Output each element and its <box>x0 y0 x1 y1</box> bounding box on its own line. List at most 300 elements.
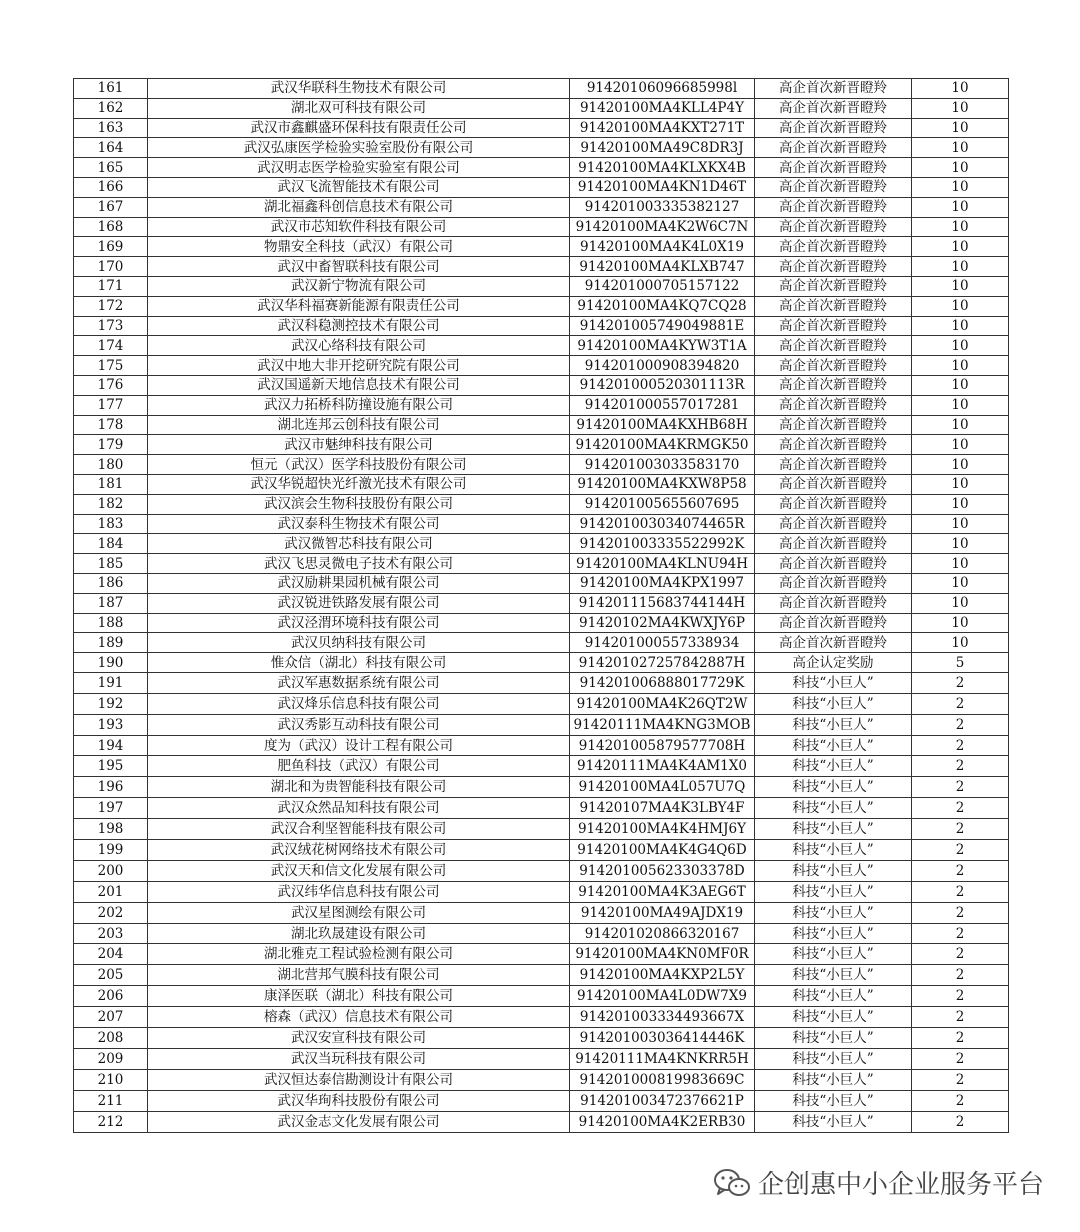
award-category-cell: 高企首次新晋瞪羚 <box>755 573 912 593</box>
award-amount-cell: 2 <box>912 986 1009 1007</box>
credit-code-cell: 91420100MA4KXW8P58 <box>570 474 755 494</box>
row-index-cell: 172 <box>74 296 148 316</box>
company-name-cell: 武汉锐进铁路发展有限公司 <box>148 593 570 613</box>
award-category-cell: 高企首次新晋瞪羚 <box>755 296 912 316</box>
award-category-cell: 高企首次新晋瞪羚 <box>755 197 912 217</box>
award-category-cell: 高企首次新晋瞪羚 <box>755 494 912 514</box>
row-index-cell: 211 <box>74 1090 148 1111</box>
award-amount-cell: 2 <box>912 923 1009 944</box>
award-amount-cell: 2 <box>912 881 1009 902</box>
row-index-cell: 170 <box>74 257 148 277</box>
row-index-cell: 185 <box>74 554 148 574</box>
company-name-cell: 武汉中地大非开挖研究院有限公司 <box>148 356 570 376</box>
table-row <box>74 415 1009 435</box>
table-row <box>74 455 1009 475</box>
row-index-cell: 210 <box>74 1069 148 1090</box>
table-body-group-b <box>74 672 1009 1132</box>
company-name-cell: 湖北连邦云创科技有限公司 <box>148 415 570 435</box>
company-name-cell: 榕森（武汉）信息技术有限公司 <box>148 1007 570 1028</box>
row-index-cell: 212 <box>74 1111 148 1132</box>
award-amount-cell: 2 <box>912 965 1009 986</box>
table-row <box>74 514 1009 534</box>
award-category-cell: 高企首次新晋瞪羚 <box>755 217 912 237</box>
table-row <box>74 633 1009 653</box>
award-category-cell: 高企首次新晋瞪羚 <box>755 177 912 197</box>
award-amount-cell: 10 <box>912 217 1009 237</box>
credit-code-cell: 91420100MA4KXHB68H <box>570 415 755 435</box>
credit-code-cell: 914201003034074465R <box>570 514 755 534</box>
credit-code-cell: 91420100MA4K2ERB30 <box>570 1111 755 1132</box>
credit-code-cell: 91420100MA4KYW3T1A <box>570 336 755 356</box>
table-row <box>74 534 1009 554</box>
credit-code-cell: 91420100MA4KLL4P4Y <box>570 98 755 118</box>
award-amount-cell: 2 <box>912 840 1009 861</box>
table-row <box>74 902 1009 923</box>
award-amount-cell: 10 <box>912 415 1009 435</box>
company-name-cell: 物鼎安全科技（武汉）有限公司 <box>148 237 570 257</box>
award-category-cell: 科技“小巨人” <box>755 693 912 714</box>
award-amount-cell: 10 <box>912 573 1009 593</box>
row-index-cell: 167 <box>74 197 148 217</box>
row-index-cell: 184 <box>74 534 148 554</box>
award-amount-cell: 2 <box>912 1069 1009 1090</box>
table-row <box>74 177 1009 197</box>
credit-code-cell: 914201006888017729K <box>570 672 755 693</box>
award-category-cell: 高企首次新晋瞪羚 <box>755 395 912 415</box>
table-row <box>74 1007 1009 1028</box>
company-name-cell: 湖北和为贵智能科技有限公司 <box>148 777 570 798</box>
company-name-cell: 湖北双可科技有限公司 <box>148 98 570 118</box>
company-name-cell: 武汉新宁物流有限公司 <box>148 276 570 296</box>
row-index-cell: 169 <box>74 237 148 257</box>
award-amount-cell: 10 <box>912 79 1009 99</box>
company-name-cell: 武汉微智芯科技有限公司 <box>148 534 570 554</box>
credit-code-cell: 914201003334493667X <box>570 1007 755 1028</box>
award-category-cell: 科技“小巨人” <box>755 1111 912 1132</box>
row-index-cell: 175 <box>74 356 148 376</box>
table-row <box>74 986 1009 1007</box>
table-row <box>74 573 1009 593</box>
row-index-cell: 201 <box>74 881 148 902</box>
award-amount-cell: 2 <box>912 860 1009 881</box>
award-category-cell: 科技“小巨人” <box>755 714 912 735</box>
company-name-cell: 武汉星图测绘有限公司 <box>148 902 570 923</box>
table-row <box>74 276 1009 296</box>
table-row <box>74 474 1009 494</box>
award-category-cell: 科技“小巨人” <box>755 840 912 861</box>
company-name-cell: 武汉秀影互动科技有限公司 <box>148 714 570 735</box>
row-index-cell: 166 <box>74 177 148 197</box>
credit-code-cell: 914201000557338934 <box>570 633 755 653</box>
award-category-cell: 高企首次新晋瞪羚 <box>755 455 912 475</box>
row-index-cell: 197 <box>74 798 148 819</box>
company-name-cell: 武汉众然品知科技有限公司 <box>148 798 570 819</box>
credit-code-cell: 91420100MA4KLNU94H <box>570 554 755 574</box>
row-index-cell: 179 <box>74 435 148 455</box>
award-amount-cell: 10 <box>912 534 1009 554</box>
award-amount-cell: 2 <box>912 735 1009 756</box>
table-row <box>74 653 1009 673</box>
award-category-cell: 科技“小巨人” <box>755 902 912 923</box>
award-category-cell: 高企首次新晋瞪羚 <box>755 514 912 534</box>
award-amount-cell: 10 <box>912 257 1009 277</box>
credit-code-cell: 914201005879577708H <box>570 735 755 756</box>
credit-code-cell: 914201003033583170 <box>570 455 755 475</box>
table-row <box>74 435 1009 455</box>
company-name-cell: 武汉当玩科技有限公司 <box>148 1048 570 1069</box>
credit-code-cell: 91420100MA4K3AEG6T <box>570 881 755 902</box>
credit-code-cell: 914201020866320167 <box>570 923 755 944</box>
row-index-cell: 209 <box>74 1048 148 1069</box>
credit-code-cell: 91420100MA4KPX1997 <box>570 573 755 593</box>
company-name-cell: 康泽医联（湖北）科技有限公司 <box>148 986 570 1007</box>
row-index-cell: 192 <box>74 693 148 714</box>
table-row <box>74 756 1009 777</box>
credit-code-cell: 91420100MA4K4G4Q6D <box>570 840 755 861</box>
award-amount-cell: 10 <box>912 395 1009 415</box>
credit-code-cell: 914201003335382127 <box>570 197 755 217</box>
row-index-cell: 193 <box>74 714 148 735</box>
award-amount-cell: 10 <box>912 356 1009 376</box>
credit-code-cell: 91420100MA4KLXB747 <box>570 257 755 277</box>
credit-code-cell: 91420100MA4KN1D46T <box>570 177 755 197</box>
award-category-cell: 高企首次新晋瞪羚 <box>755 356 912 376</box>
table-row <box>74 158 1009 178</box>
company-name-cell: 武汉科稳测控技术有限公司 <box>148 316 570 336</box>
award-category-cell: 科技“小巨人” <box>755 756 912 777</box>
table-row <box>74 296 1009 316</box>
award-category-cell: 科技“小巨人” <box>755 1069 912 1090</box>
award-amount-cell: 10 <box>912 633 1009 653</box>
credit-code-cell: 91420100MA49AJDX19 <box>570 902 755 923</box>
award-amount-cell: 10 <box>912 514 1009 534</box>
company-name-cell: 武汉华联科生物技术有限公司 <box>148 79 570 99</box>
company-name-cell: 武汉市芯知软件科技有限公司 <box>148 217 570 237</box>
row-index-cell: 177 <box>74 395 148 415</box>
table-row <box>74 693 1009 714</box>
award-category-cell: 科技“小巨人” <box>755 860 912 881</box>
watermark <box>712 1164 1044 1201</box>
award-category-cell: 高企首次新晋瞪羚 <box>755 534 912 554</box>
row-index-cell: 188 <box>74 613 148 633</box>
award-amount-cell: 10 <box>912 593 1009 613</box>
award-category-cell: 科技“小巨人” <box>755 986 912 1007</box>
award-category-cell: 科技“小巨人” <box>755 1028 912 1049</box>
row-index-cell: 162 <box>74 98 148 118</box>
row-index-cell: 195 <box>74 756 148 777</box>
award-amount-cell: 10 <box>912 197 1009 217</box>
credit-code-cell: 91420107MA4K3LBY4F <box>570 798 755 819</box>
credit-code-cell: 91420100MA4KQ7CQ28 <box>570 296 755 316</box>
award-category-cell: 高企首次新晋瞪羚 <box>755 237 912 257</box>
credit-code-cell: 91420102MA4KWXJY6P <box>570 613 755 633</box>
award-category-cell: 科技“小巨人” <box>755 672 912 693</box>
award-category-cell: 科技“小巨人” <box>755 798 912 819</box>
table-row <box>74 840 1009 861</box>
award-amount-cell: 2 <box>912 944 1009 965</box>
award-amount-cell: 10 <box>912 158 1009 178</box>
award-amount-cell: 10 <box>912 455 1009 475</box>
company-name-cell: 武汉华科福赛新能源有限责任公司 <box>148 296 570 316</box>
company-name-cell: 湖北雅克工程试验检测有限公司 <box>148 944 570 965</box>
row-index-cell: 207 <box>74 1007 148 1028</box>
award-amount-cell: 10 <box>912 276 1009 296</box>
company-name-cell: 武汉华锐超快光纤激光技术有限公司 <box>148 474 570 494</box>
row-index-cell: 208 <box>74 1028 148 1049</box>
table-row <box>74 217 1009 237</box>
company-name-cell: 武汉飞流智能技术有限公司 <box>148 177 570 197</box>
company-name-cell: 武汉绒花树网络技术有限公司 <box>148 840 570 861</box>
credit-code-cell: 914201005623303378D <box>570 860 755 881</box>
row-index-cell: 194 <box>74 735 148 756</box>
award-category-cell: 高企首次新晋瞪羚 <box>755 316 912 336</box>
company-name-cell: 武汉中畜智联科技有限公司 <box>148 257 570 277</box>
company-name-cell: 武汉明志医学检验实验室有限公司 <box>148 158 570 178</box>
award-category-cell: 高企首次新晋瞪羚 <box>755 138 912 158</box>
award-amount-cell: 10 <box>912 296 1009 316</box>
row-index-cell: 168 <box>74 217 148 237</box>
table-row <box>74 860 1009 881</box>
company-name-cell: 肥鱼科技（武汉）有限公司 <box>148 756 570 777</box>
table-row <box>74 1069 1009 1090</box>
table-row <box>74 1111 1009 1132</box>
row-index-cell: 176 <box>74 375 148 395</box>
award-amount-cell: 10 <box>912 474 1009 494</box>
row-index-cell: 200 <box>74 860 148 881</box>
row-index-cell: 199 <box>74 840 148 861</box>
table-row <box>74 798 1009 819</box>
award-amount-cell: 2 <box>912 714 1009 735</box>
credit-code-cell: 91420100MA4KN0MF0R <box>570 944 755 965</box>
credit-code-cell: 91420100MA4KRMGK50 <box>570 435 755 455</box>
row-index-cell: 190 <box>74 653 148 673</box>
table-row <box>74 98 1009 118</box>
credit-code-cell: 914201003335522992K <box>570 534 755 554</box>
row-index-cell: 180 <box>74 455 148 475</box>
company-list-table <box>73 78 1009 1133</box>
credit-code-cell: 91420100MA49C8DR3J <box>570 138 755 158</box>
table-row <box>74 965 1009 986</box>
award-amount-cell: 2 <box>912 1111 1009 1132</box>
award-category-cell: 科技“小巨人” <box>755 819 912 840</box>
company-name-cell: 武汉滨会生物科技股份有限公司 <box>148 494 570 514</box>
company-name-cell: 武汉国遥新天地信息技术有限公司 <box>148 375 570 395</box>
table-row <box>74 613 1009 633</box>
company-name-cell: 武汉烽乐信息科技有限公司 <box>148 693 570 714</box>
award-amount-cell: 10 <box>912 336 1009 356</box>
company-name-cell: 武汉市魅绅科技有限公司 <box>148 435 570 455</box>
table-row <box>74 881 1009 902</box>
company-name-cell: 武汉励耕果园机械有限公司 <box>148 573 570 593</box>
company-name-cell: 武汉弘康医学检验实验室股份有限公司 <box>148 138 570 158</box>
award-category-cell: 高企首次新晋瞪羚 <box>755 474 912 494</box>
credit-code-cell: 914201000908394820 <box>570 356 755 376</box>
company-name-cell: 湖北玖晟建设有限公司 <box>148 923 570 944</box>
award-category-cell: 高企首次新晋瞪羚 <box>755 435 912 455</box>
company-name-cell: 湖北福鑫科创信息技术有限公司 <box>148 197 570 217</box>
award-amount-cell: 10 <box>912 494 1009 514</box>
row-index-cell: 205 <box>74 965 148 986</box>
row-index-cell: 178 <box>74 415 148 435</box>
award-amount-cell: 2 <box>912 1028 1009 1049</box>
credit-code-cell: 91420100MA4K26QT2W <box>570 693 755 714</box>
credit-code-cell: 91420106096685998l <box>570 79 755 99</box>
award-amount-cell: 2 <box>912 1048 1009 1069</box>
award-category-cell: 高企首次新晋瞪羚 <box>755 554 912 574</box>
credit-code-cell: 914201000705157122 <box>570 276 755 296</box>
company-name-cell: 武汉泾渭环境科技有限公司 <box>148 613 570 633</box>
table-row <box>74 356 1009 376</box>
row-index-cell: 186 <box>74 573 148 593</box>
company-name-cell: 武汉泰科生物技术有限公司 <box>148 514 570 534</box>
award-category-cell: 高企首次新晋瞪羚 <box>755 79 912 99</box>
credit-code-cell: 91420100MA4KLXKX4B <box>570 158 755 178</box>
row-index-cell: 161 <box>74 79 148 99</box>
award-category-cell: 高企首次新晋瞪羚 <box>755 276 912 296</box>
credit-code-cell: 914201005655607695 <box>570 494 755 514</box>
award-category-cell: 高企首次新晋瞪羚 <box>755 633 912 653</box>
table-row <box>74 944 1009 965</box>
table-row <box>74 1090 1009 1111</box>
award-category-cell: 高企首次新晋瞪羚 <box>755 98 912 118</box>
credit-code-cell: 914201003036414446K <box>570 1028 755 1049</box>
award-amount-cell: 2 <box>912 1090 1009 1111</box>
table-row <box>74 79 1009 99</box>
award-category-cell: 高企首次新晋瞪羚 <box>755 158 912 178</box>
credit-code-cell: 914201003472376621P <box>570 1090 755 1111</box>
award-amount-cell: 10 <box>912 118 1009 138</box>
award-category-cell: 高企首次新晋瞪羚 <box>755 336 912 356</box>
row-index-cell: 198 <box>74 819 148 840</box>
row-index-cell: 183 <box>74 514 148 534</box>
row-index-cell: 203 <box>74 923 148 944</box>
credit-code-cell: 914201000819983669C <box>570 1069 755 1090</box>
award-category-cell: 高企首次新晋瞪羚 <box>755 593 912 613</box>
row-index-cell: 182 <box>74 494 148 514</box>
row-index-cell: 191 <box>74 672 148 693</box>
table-row <box>74 118 1009 138</box>
credit-code-cell: 914201000557017281 <box>570 395 755 415</box>
table-row <box>74 1048 1009 1069</box>
row-index-cell: 196 <box>74 777 148 798</box>
table-row <box>74 316 1009 336</box>
table-row <box>74 735 1009 756</box>
table-row <box>74 593 1009 613</box>
wechat-icon <box>712 1167 752 1199</box>
company-name-cell: 武汉天和信文化发展有限公司 <box>148 860 570 881</box>
award-amount-cell: 10 <box>912 554 1009 574</box>
award-category-cell: 高企首次新晋瞪羚 <box>755 613 912 633</box>
company-name-cell: 武汉合利坚智能科技有限公司 <box>148 819 570 840</box>
award-category-cell: 科技“小巨人” <box>755 923 912 944</box>
credit-code-cell: 914201115683744144H <box>570 593 755 613</box>
table-row <box>74 494 1009 514</box>
watermark-text: 企创惠中小企业服务平台 <box>757 1170 1044 1200</box>
award-category-cell: 科技“小巨人” <box>755 1048 912 1069</box>
table-body-group-a <box>74 79 1009 673</box>
credit-code-cell: 914201005749049881E <box>570 316 755 336</box>
table-row <box>74 257 1009 277</box>
row-index-cell: 204 <box>74 944 148 965</box>
row-index-cell: 181 <box>74 474 148 494</box>
award-category-cell: 高企首次新晋瞪羚 <box>755 375 912 395</box>
table-row <box>74 138 1009 158</box>
award-amount-cell: 10 <box>912 316 1009 336</box>
company-name-cell: 武汉金志文化发展有限公司 <box>148 1111 570 1132</box>
company-name-cell: 惟众信（湖北）科技有限公司 <box>148 653 570 673</box>
award-amount-cell: 2 <box>912 819 1009 840</box>
credit-code-cell: 91420100MA4K2W6C7N <box>570 217 755 237</box>
credit-code-cell: 91420100MA4KXT271T <box>570 118 755 138</box>
award-amount-cell: 10 <box>912 177 1009 197</box>
award-amount-cell: 10 <box>912 375 1009 395</box>
company-name-cell: 武汉华珣科技股份有限公司 <box>148 1090 570 1111</box>
row-index-cell: 174 <box>74 336 148 356</box>
table-row <box>74 672 1009 693</box>
credit-code-cell: 91420100MA4K4L0X19 <box>570 237 755 257</box>
row-index-cell: 202 <box>74 902 148 923</box>
company-name-cell: 武汉纬华信息科技有限公司 <box>148 881 570 902</box>
table-row <box>74 237 1009 257</box>
table-row <box>74 336 1009 356</box>
credit-code-cell: 91420100MA4KXP2L5Y <box>570 965 755 986</box>
row-index-cell: 163 <box>74 118 148 138</box>
credit-code-cell: 91420100MA4L057U7Q <box>570 777 755 798</box>
award-category-cell: 科技“小巨人” <box>755 777 912 798</box>
award-category-cell: 科技“小巨人” <box>755 881 912 902</box>
award-category-cell: 科技“小巨人” <box>755 944 912 965</box>
table-row <box>74 395 1009 415</box>
table-row <box>74 1028 1009 1049</box>
award-amount-cell: 2 <box>912 693 1009 714</box>
award-amount-cell: 5 <box>912 653 1009 673</box>
award-category-cell: 高企首次新晋瞪羚 <box>755 415 912 435</box>
table-row <box>74 197 1009 217</box>
row-index-cell: 171 <box>74 276 148 296</box>
row-index-cell: 164 <box>74 138 148 158</box>
table-row <box>74 777 1009 798</box>
credit-code-cell: 91420111MA4KNKRR5H <box>570 1048 755 1069</box>
award-amount-cell: 10 <box>912 435 1009 455</box>
award-category-cell: 科技“小巨人” <box>755 1090 912 1111</box>
credit-code-cell: 914201000520301113R <box>570 375 755 395</box>
award-category-cell: 科技“小巨人” <box>755 965 912 986</box>
company-name-cell: 武汉安宣科技有限公司 <box>148 1028 570 1049</box>
row-index-cell: 165 <box>74 158 148 178</box>
award-amount-cell: 10 <box>912 138 1009 158</box>
company-name-cell: 恒元（武汉）医学科技股份有限公司 <box>148 455 570 475</box>
award-amount-cell: 10 <box>912 613 1009 633</box>
award-amount-cell: 2 <box>912 756 1009 777</box>
credit-code-cell: 91420100MA4L0DW7X9 <box>570 986 755 1007</box>
company-name-cell: 武汉飞思灵微电子技术有限公司 <box>148 554 570 574</box>
company-name-cell: 武汉市鑫麒盛环保科技有限责任公司 <box>148 118 570 138</box>
award-category-cell: 高企认定奖励 <box>755 653 912 673</box>
award-category-cell: 高企首次新晋瞪羚 <box>755 118 912 138</box>
award-amount-cell: 10 <box>912 237 1009 257</box>
award-category-cell: 高企首次新晋瞪羚 <box>755 257 912 277</box>
award-amount-cell: 2 <box>912 672 1009 693</box>
company-name-cell: 武汉贝纳科技有限公司 <box>148 633 570 653</box>
company-name-cell: 武汉恒达泰信勘测设计有限公司 <box>148 1069 570 1090</box>
award-amount-cell: 10 <box>912 98 1009 118</box>
credit-code-cell: 91420111MA4KNG3MOB <box>570 714 755 735</box>
table-row <box>74 714 1009 735</box>
award-amount-cell: 2 <box>912 798 1009 819</box>
table-row <box>74 554 1009 574</box>
company-name-cell: 湖北营邦气膜科技有限公司 <box>148 965 570 986</box>
credit-code-cell: 91420111MA4K4AM1X0 <box>570 756 755 777</box>
